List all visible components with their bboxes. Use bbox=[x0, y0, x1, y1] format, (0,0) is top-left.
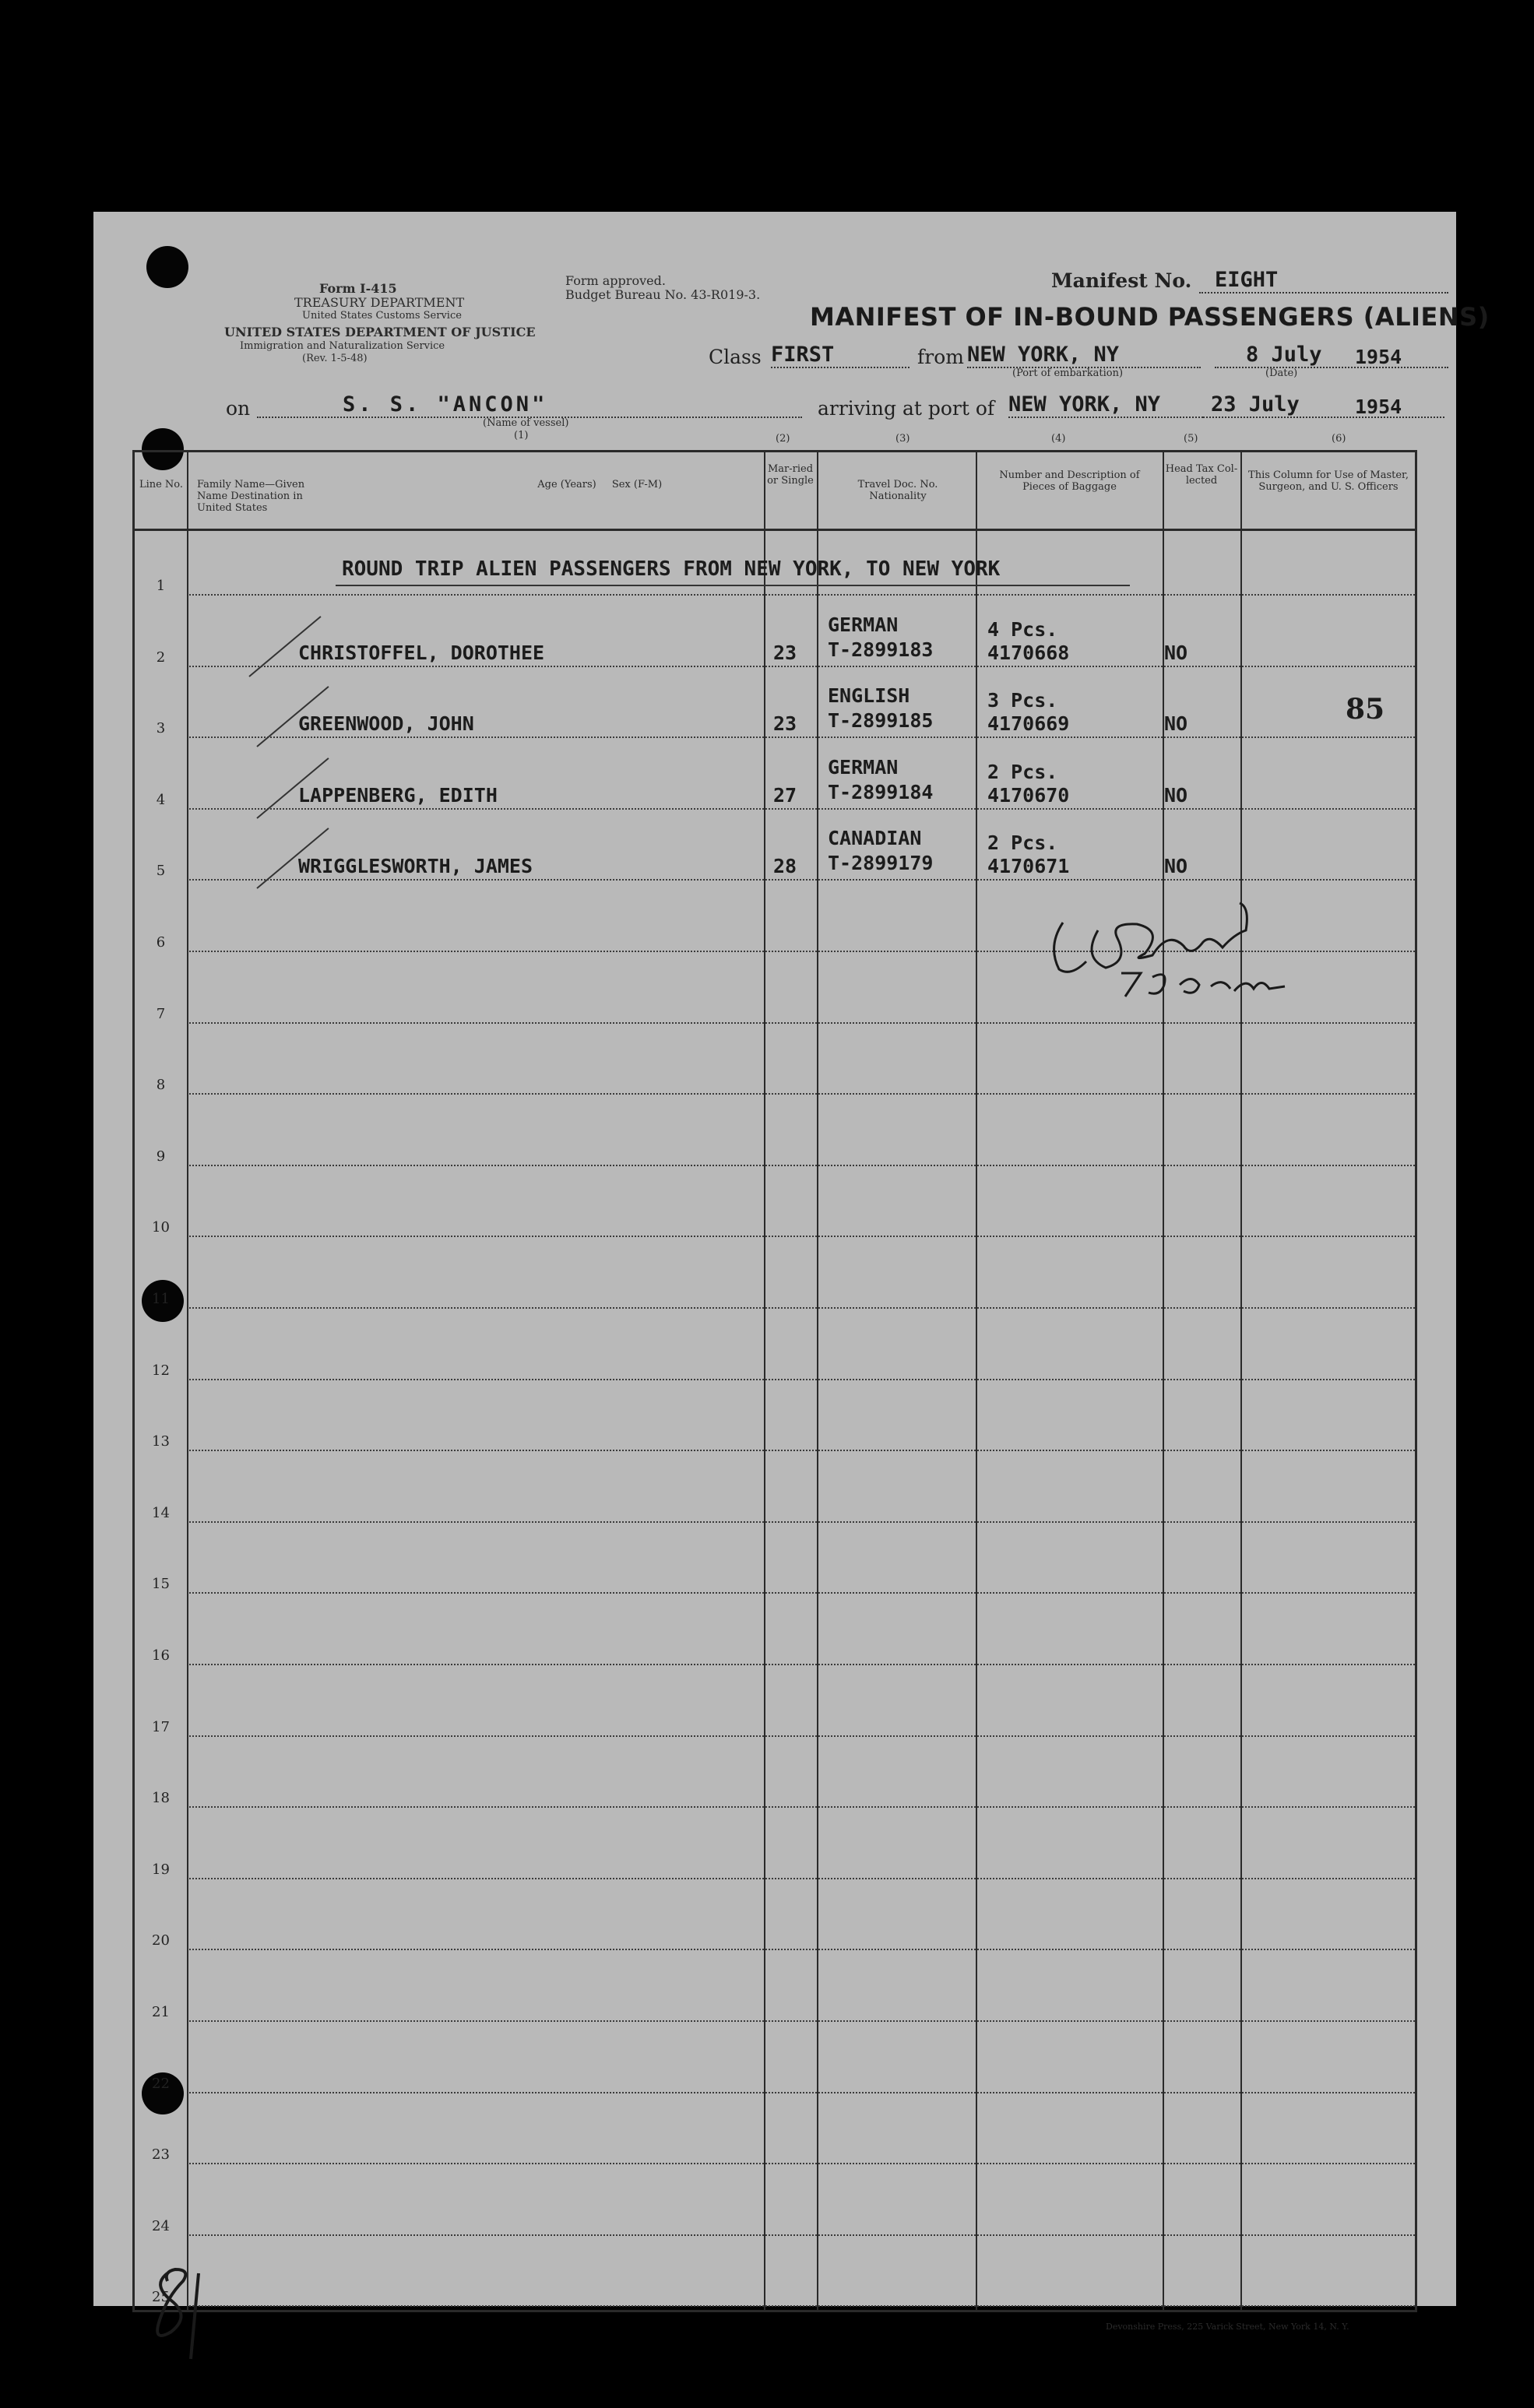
row-rule bbox=[189, 1878, 1415, 1879]
col-num: (3) bbox=[895, 433, 910, 445]
line-number: 25 bbox=[152, 2289, 170, 2306]
row-rule bbox=[189, 2305, 1415, 2307]
on-label: on bbox=[226, 397, 251, 420]
line-number: 19 bbox=[152, 1861, 170, 1878]
line-number: 14 bbox=[152, 1504, 170, 1521]
arrival-date: 23 July bbox=[1203, 392, 1444, 418]
header-sex: Sex (F-M) bbox=[611, 479, 663, 490]
row-rule bbox=[189, 1307, 1415, 1309]
line-number: 22 bbox=[152, 2075, 170, 2092]
travel-doc-no: T-2899185 bbox=[828, 709, 934, 733]
vessel-name: S. S. "ANCON" bbox=[257, 392, 802, 418]
vessel-caption: (Name of vessel) bbox=[483, 417, 569, 429]
passenger-name: LAPPENBERG, EDITH bbox=[298, 783, 498, 807]
header-married: Mar-ried or Single bbox=[767, 463, 814, 487]
header-officers: This Column for Use of Master, Surgeon, and U. S. Officers bbox=[1248, 469, 1409, 493]
row-rule bbox=[189, 1806, 1415, 1808]
baggage-number: 4170669 bbox=[987, 712, 1070, 736]
nationality: GERMAN bbox=[828, 613, 899, 636]
line-number: 20 bbox=[152, 1932, 170, 1949]
line-number: 4 bbox=[156, 791, 166, 808]
line-number: 12 bbox=[152, 1362, 170, 1379]
passenger-name: CHRISTOFFEL, DOROTHEE bbox=[298, 641, 545, 664]
table-row bbox=[135, 1812, 1415, 1884]
row-rule bbox=[189, 1949, 1415, 1950]
row-rule bbox=[189, 879, 1415, 881]
baggage-number: 4170668 bbox=[987, 641, 1070, 664]
printer-imprint: Devonshire Press, 225 Varick Street, New York 14, N. Y. bbox=[1106, 2322, 1349, 2332]
table-row bbox=[135, 1883, 1415, 1955]
line-number: 6 bbox=[156, 934, 166, 951]
row-rule bbox=[189, 2163, 1415, 2164]
passenger-table bbox=[132, 450, 1417, 2312]
header-age: Age (Years) bbox=[537, 479, 596, 490]
baggage-number: 4170670 bbox=[987, 783, 1070, 807]
head-tax: NO bbox=[1164, 783, 1188, 807]
table-row bbox=[135, 1527, 1415, 1598]
line-number: 1 bbox=[156, 578, 166, 594]
customs-service: United States Customs Service bbox=[302, 310, 462, 322]
table-row bbox=[135, 814, 1415, 885]
passenger-age: 23 bbox=[773, 641, 797, 664]
banner-underline bbox=[336, 585, 1130, 586]
officer-signature bbox=[1036, 899, 1347, 1008]
table-row bbox=[135, 2097, 1415, 2169]
line-number: 9 bbox=[156, 1148, 166, 1165]
class-value: FIRST bbox=[771, 343, 909, 368]
line-number: 11 bbox=[152, 1291, 170, 1307]
row-rule bbox=[189, 594, 1415, 596]
header-travel-doc: Travel Doc. No. Nationality bbox=[857, 479, 938, 502]
arrival-year: 1954 bbox=[1355, 395, 1402, 418]
row-rule bbox=[189, 666, 1415, 667]
table-row bbox=[135, 600, 1415, 672]
table-row bbox=[135, 1242, 1415, 1313]
table-row bbox=[135, 2027, 1415, 2098]
table-row bbox=[135, 2169, 1415, 2241]
table-row bbox=[135, 2240, 1415, 2311]
officer-note: 85 bbox=[1346, 693, 1385, 726]
table-row bbox=[135, 1099, 1415, 1171]
form-id: Form I-415 bbox=[319, 281, 397, 296]
manifest-title: MANIFEST OF IN-BOUND PASSENGERS (ALIENS) bbox=[810, 302, 1490, 332]
row-rule bbox=[189, 1592, 1415, 1594]
baggage-pieces: 2 Pcs. bbox=[987, 760, 1058, 783]
baggage-number: 4170671 bbox=[987, 855, 1070, 878]
travel-doc-no: T-2899179 bbox=[828, 852, 934, 875]
table-row bbox=[135, 743, 1415, 814]
col-num: (2) bbox=[776, 433, 790, 445]
line-number: 18 bbox=[152, 1790, 170, 1807]
row-rule bbox=[189, 2020, 1415, 2022]
col-num: (4) bbox=[1051, 433, 1066, 445]
row-rule bbox=[189, 2234, 1415, 2236]
nationality: ENGLISH bbox=[828, 684, 910, 708]
nationality: GERMAN bbox=[828, 755, 899, 779]
table-row bbox=[135, 1313, 1415, 1385]
line-number: 13 bbox=[152, 1433, 170, 1450]
from-label: from bbox=[917, 346, 964, 368]
row-rule bbox=[189, 1165, 1415, 1166]
table-row bbox=[135, 1456, 1415, 1527]
baggage-pieces: 3 Pcs. bbox=[987, 689, 1058, 712]
arriving-label: arriving at port of bbox=[818, 397, 995, 420]
line-number: 15 bbox=[152, 1576, 170, 1593]
head-tax: NO bbox=[1164, 855, 1188, 878]
travel-doc-no: T-2899184 bbox=[828, 780, 934, 803]
col-num: (6) bbox=[1332, 433, 1346, 445]
line-number: 5 bbox=[156, 863, 166, 880]
date-caption: (Date) bbox=[1265, 367, 1298, 379]
passenger-name: GREENWOOD, JOHN bbox=[298, 712, 474, 736]
treasury-dept: TREASURY DEPARTMENT bbox=[294, 295, 465, 310]
margin-note-81 bbox=[136, 2258, 222, 2375]
row-rule bbox=[189, 1450, 1415, 1451]
line-number: 23 bbox=[152, 2146, 170, 2164]
header-line-no: Line No. bbox=[139, 479, 184, 490]
revision: (Rev. 1-5-48) bbox=[302, 353, 368, 364]
line-number: 21 bbox=[152, 2004, 170, 2020]
manifest-number: EIGHT bbox=[1199, 268, 1448, 294]
table-row bbox=[135, 1670, 1415, 1742]
table-row bbox=[135, 1028, 1415, 1099]
table-row bbox=[135, 1955, 1415, 2027]
row-rule bbox=[189, 1093, 1415, 1095]
baggage-pieces: 4 Pcs. bbox=[987, 617, 1058, 641]
arrival-port: NEW YORK, NY bbox=[1008, 392, 1203, 418]
line-number: 3 bbox=[156, 720, 166, 737]
punch-hole bbox=[146, 246, 188, 288]
passenger-age: 27 bbox=[773, 783, 797, 807]
table-row bbox=[135, 671, 1415, 743]
class-label: Class bbox=[709, 346, 762, 368]
line-number: 24 bbox=[152, 2217, 170, 2234]
embark-date: 8 July bbox=[1215, 343, 1448, 368]
table-row bbox=[135, 1384, 1415, 1456]
passenger-age: 28 bbox=[773, 855, 797, 878]
line-number: 17 bbox=[152, 1718, 170, 1735]
ins-service: Immigration and Naturalization Service bbox=[240, 340, 445, 352]
port-embark-caption: (Port of embarkation) bbox=[1012, 367, 1124, 379]
col-num: (5) bbox=[1184, 433, 1198, 445]
table-row bbox=[135, 1598, 1415, 1670]
head-tax: NO bbox=[1164, 641, 1188, 664]
row-rule bbox=[189, 1236, 1415, 1237]
line-number: 7 bbox=[156, 1005, 166, 1022]
budget-bureau: Budget Bureau No. 43-R019-3. bbox=[565, 287, 761, 302]
line-number: 10 bbox=[152, 1219, 170, 1236]
justice-dept: UNITED STATES DEPARTMENT OF JUSTICE bbox=[224, 325, 536, 339]
vessel-col-num: (1) bbox=[514, 430, 529, 441]
header-name: Family Name—Given Name Destination in United States bbox=[197, 479, 305, 514]
nationality: CANADIAN bbox=[828, 827, 922, 850]
baggage-pieces: 2 Pcs. bbox=[987, 831, 1058, 855]
row-rule bbox=[189, 808, 1415, 810]
embark-port: NEW YORK, NY bbox=[967, 343, 1201, 368]
table-row bbox=[135, 1741, 1415, 1812]
head-tax: NO bbox=[1164, 712, 1188, 736]
line-number: 2 bbox=[156, 649, 166, 666]
embark-year: 1954 bbox=[1355, 346, 1402, 368]
line-number: 16 bbox=[152, 1647, 170, 1664]
row-rule bbox=[189, 2092, 1415, 2093]
passenger-age: 23 bbox=[773, 712, 797, 736]
row-rule bbox=[189, 1735, 1415, 1737]
passenger-name: WRIGGLESWORTH, JAMES bbox=[298, 855, 533, 878]
line-number: 8 bbox=[156, 1077, 166, 1094]
header-head-tax: Head Tax Col-lected bbox=[1165, 463, 1238, 487]
row-rule bbox=[189, 1379, 1415, 1380]
travel-doc-no: T-2899183 bbox=[828, 638, 934, 661]
row-rule bbox=[189, 736, 1415, 738]
form-approved: Form approved. bbox=[565, 273, 666, 288]
row-rule bbox=[189, 1664, 1415, 1665]
row-rule bbox=[189, 1521, 1415, 1523]
manifest-label: Manifest No. bbox=[1051, 269, 1192, 292]
table-row bbox=[135, 1170, 1415, 1242]
banner-text: ROUND TRIP ALIEN PASSENGERS FROM NEW YORK, TO NEW YORK bbox=[342, 557, 1001, 581]
row-rule bbox=[189, 1022, 1415, 1024]
header-baggage: Number and Description of Pieces of Baggage bbox=[999, 469, 1140, 493]
